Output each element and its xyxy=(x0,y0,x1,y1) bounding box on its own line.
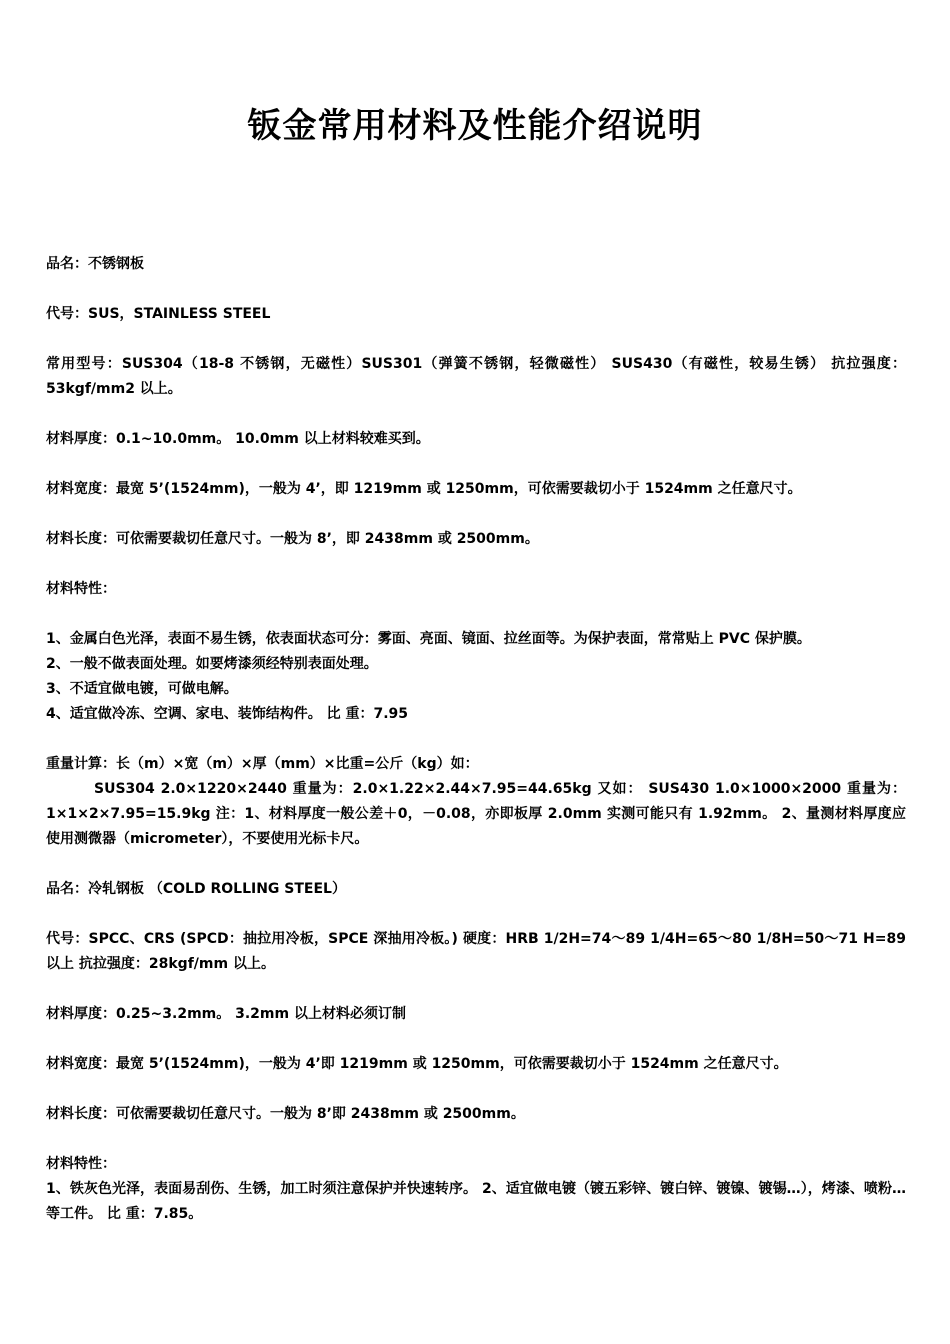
properties-heading: 材料特性： xyxy=(46,1156,116,1172)
length-line: 材料长度：可依需要裁切任意尺寸。一般为 8’即 2438mm 或 2500mm。 xyxy=(46,1106,525,1122)
models-line: 常用型号：SUS304（18-8 不锈钢，无磁性）SUS301（弹簧不锈钢，轻微磁性） SUS430（有磁性，较易生锈） 抗拉强度：53kgf/mm2 以上。 xyxy=(46,356,906,397)
product-name-line: 品名：冷轧钢板 （COLD ROLLING STEEL） xyxy=(46,881,346,897)
property-item: 2、一般不做表面处理。如要烤漆须经特别表面处理。 xyxy=(46,656,378,672)
code-line: 代号：SUS，STAINLESS STEEL xyxy=(46,306,271,322)
thickness-line: 材料厚度：0.1~10.0mm。 10.0mm 以上材料较难买到。 xyxy=(46,431,430,447)
document-body xyxy=(46,252,906,1227)
thickness-line: 材料厚度：0.25~3.2mm。 3.2mm 以上材料必须订制 xyxy=(46,1006,406,1022)
width-line: 材料宽度：最宽 5’(1524mm)，一般为 4’，即 1219mm 或 1250mm，可依需要裁切小于 1524mm 之任意尺寸。 xyxy=(46,481,802,497)
property-item: 4、适宜做冷冻、空调、家电、装饰结构件。 比 重：7.95 xyxy=(46,706,409,722)
properties-heading: 材料特性： xyxy=(46,581,116,597)
document-title: 钣金常用材料及性能介绍说明 xyxy=(247,106,703,146)
length-line: 材料长度：可依需要裁切任意尺寸。一般为 8’，即 2438mm 或 2500mm。 xyxy=(46,531,539,547)
properties-body: 1、铁灰色光泽，表面易刮伤、生锈，加工时须注意保护并快速转序。 2、适宜做电镀（镀五彩锌、镀白锌、镀镍、镀锡…），烤漆、喷粉…等工件。 比 重：7.85。 xyxy=(46,1181,906,1222)
weight-heading: 重量计算：长（m）×宽（m）×厚（mm）×比重=公斤（kg）如： xyxy=(46,756,479,772)
property-item: 1、金属白色光泽，表面不易生锈，依表面状态可分：雾面、亮面、镜面、拉丝面等。为保护表面，常常贴上 PVC 保护膜。 xyxy=(46,631,811,647)
product-name-line: 品名：不锈钢板 xyxy=(46,256,144,272)
property-item: 3、不适宜做电镀，可做电解。 xyxy=(46,681,238,697)
width-line: 材料宽度：最宽 5’(1524mm)，一般为 4’即 1219mm 或 1250mm，可依需要裁切小于 1524mm 之任意尺寸。 xyxy=(46,1056,788,1072)
code-line: 代号：SPCC、CRS (SPCD：抽拉用冷板，SPCE 深抽用冷板。) 硬度：HRB 1/2H=74～89 1/4H=65～80 1/8H=50～71 H=89 以上 抗拉强度：28kgf/mm 以上。 xyxy=(46,931,906,972)
weight-body: SUS304 2.0×1220×2440 重量为：2.0×1.22×2.44×7.95=44.65kg 又如： SUS430 1.0×1000×2000 重量为：1×1×2×7.95=15.9kg 注：1、材料厚度一般公差＋0，－0.08，亦即板厚 2.0mm 实测可能只有 1.92mm。 2、量测材料厚度应使用测微器（micrometer），不要使用光标卡尺。 xyxy=(46,781,906,847)
